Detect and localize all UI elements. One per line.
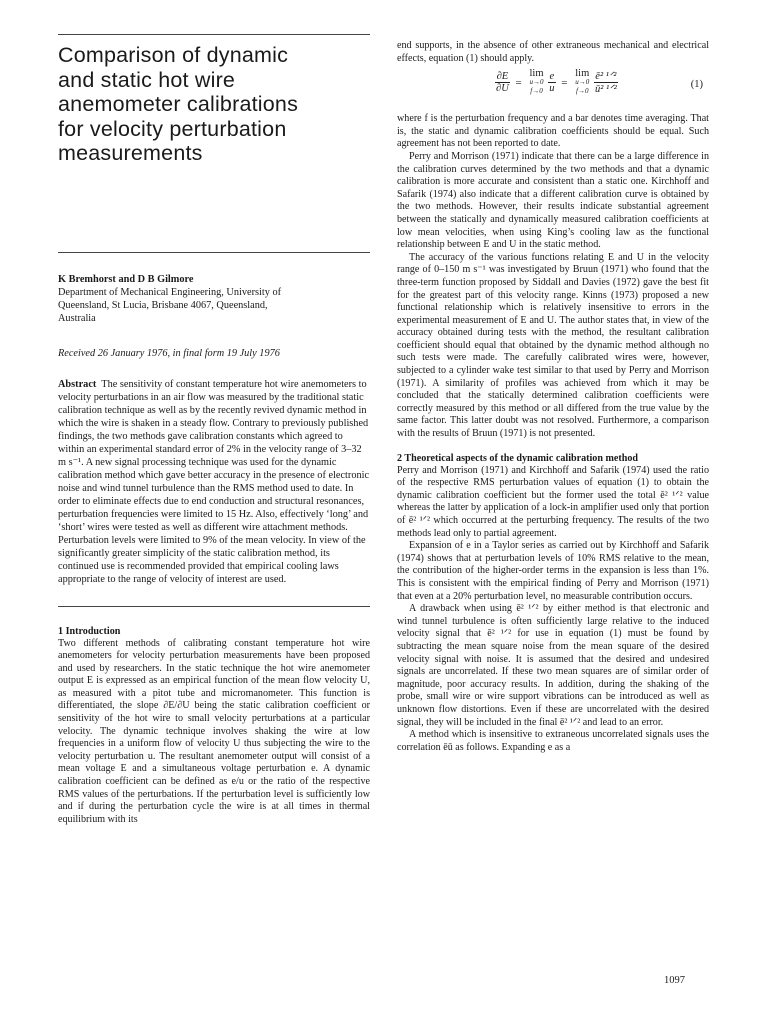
- equals-sign: =: [561, 76, 568, 89]
- partial-derivative: [495, 71, 510, 94]
- received-date: Received 26 January 1976, in final form 19 July 1976: [58, 347, 280, 359]
- introduction-text: Two different methods of calibrating constant temperature hot wire anemometers for velocity perturbation measurements have been proposed and used by researchers. In the static technique the hot wire anemometer output E is expressed as an empirical function of the mean flow velocity U, as measured with a pitot tube and micromanometer. This function is differentiated, the slope ∂E/∂U being the static calibration coefficient or sensitivity of the hot wire to small velocity perturbations at a particular velocity. The dynamic technique involves shaking the wire at low frequencies in a uniform flow of velocity U thus subjecting the wire to the velocity perturbation u. The resultant anemometer output will consist of a mean voltage E and a simultaneous voltage perturbation e. A dynamic calibration coefficient can be defined as e/u or the ratio of the respective RMS values of the perturbations. If the perturbation level is sufficiently low and if during the perturbation cycle the wire is at all times in thermal equilibrium with its: [58, 637, 370, 825]
- top-rule: [58, 34, 370, 35]
- paragraph: A method which is insensitive to extraneous uncorrelated signals uses the correlation ēū as follows. Expanding e as a: [397, 729, 709, 753]
- abstract-rule: [58, 606, 370, 607]
- abstract-text: The sensitivity of constant temperature hot wire anemometers to velocity perturbations in an air flow was measured by the traditional static calibration technique as well as by the recently revived dynamic method in which the wire is shaken in a steady flow. Contrary to previously published findings, the two methods gave calibration constants which agreed to within an experimental standard error of 2% in the velocity range of 3–32 m s⁻¹. A new signal processing technique was used for the dynamic calibration method which gave better accuracy in the presence of electronic noise and wind tunnel turbulence than the RMS method used to date. In order to eliminate effects due to end conduction and structural resonances, perturbation frequencies were limited to 15 Hz. Also, effectively ‘long’ and ‘short’ wires were tested as well as different wire attachment methods. Perturbation levels were limited to 9% of the mean velocity. In view of the significantly greater simplicity of the static calibration method, its continued use is recommended provided that empirical cooling laws appropriate to the range of velocity of interest are used.: [58, 378, 370, 585]
- rms-ratio: [594, 70, 618, 95]
- ratio-e-over-u: [548, 71, 555, 94]
- lim-condition: u→0: [575, 78, 590, 87]
- lim-condition: f→0: [530, 87, 543, 96]
- author-names: K Bremhorst and D B Gilmore: [58, 273, 194, 285]
- title-line: for velocity perturbation: [58, 116, 287, 141]
- paragraph: Expansion of e in a Taylor series as carried out by Kirchhoff and Safarik (1974) shows that at perturbation levels of 10% RMS relative to the mean, the contribution of the higher-order terms in the expansion is less than 1%. This is consistent with the empirical finding of Perry and Morrison (1971) that even at a 20% perturbation level, no measurable contribution occurs.: [397, 540, 709, 602]
- eq-lhs-numerator: ∂E: [496, 71, 509, 83]
- lim-condition: f→0: [576, 87, 589, 96]
- affiliation: [58, 286, 370, 325]
- lim-text: lim: [575, 68, 590, 80]
- paragraph: where f is the perturbation frequency and a bar denotes time averaging. That is, the static and dynamic calibration coefficients should be equal. Such agreement has not been reported to date.: [397, 113, 709, 150]
- affiliation-line: Department of Mechanical Engineering, University of: [58, 286, 282, 298]
- eq-mid-numerator: e: [549, 71, 555, 83]
- eq-rhs-denominator: ū² ¹ᐟ²: [595, 84, 617, 96]
- paragraph: Perry and Morrison (1971) and Kirchhoff and Safarik (1974) used the ratio of the respective RMS perturbation values of equation (1) to obtain the dynamic calibration coefficient but the former used the total ē² ¹ᐟ² value whereas the latter by application of a lock-in amplifier used only that portion of ē² ¹ᐟ² which occurred at the perturbing frequency. The results of the two methods lead only to partial agreement.: [397, 464, 709, 539]
- title-line: measurements: [58, 141, 203, 165]
- paragraph: A drawback when using ē² ¹ᐟ² by either method is that electronic and wind tunnel turbulence is often sufficiently large relative to the induced velocity signal that ē² ¹ᐟ² for use in equation (1) must be found by subtracting the mean square noise from the mean square of the desired velocity signal with noise. It is assumed that the desired and undesired signals are uncorrelated. If these two mean squares are of similar order of magnitude, poor accuracy results. In addition, during the shaking of the probe, small wire or wire support vibrations can be introduced as well as unknown flow distortions. Even if these are uncorrelated with the desired signal, they will be included in the final ē² ¹ᐟ² and lead to an error.: [397, 603, 709, 728]
- affiliation-line: Queensland, St Lucia, Brisbane 4067, Queensland,: [58, 299, 268, 311]
- equation-number: (1): [690, 79, 703, 91]
- lim-condition: u→0: [529, 78, 544, 87]
- introduction-continuation: end supports, in the absence of other extraneous mechanical and electrical effects, equation (1) should apply.: [397, 40, 709, 64]
- section-heading-theory: 2 Theoretical aspects of the dynamic calibration method: [397, 452, 639, 464]
- eq-rhs-numerator: ē² ¹ᐟ²: [595, 71, 617, 83]
- lim-text: lim: [529, 68, 544, 80]
- left-column: [58, 40, 370, 826]
- equation-expression: [495, 69, 618, 96]
- limit-operator: [575, 69, 589, 96]
- abstract-label: Abstract: [58, 378, 97, 390]
- equals-sign: =: [515, 76, 522, 89]
- limit-operator: [530, 69, 544, 96]
- equation-1: [397, 67, 709, 107]
- page-number: 1097: [664, 975, 685, 986]
- title-line: anemometer calibrations: [58, 92, 299, 116]
- paragraph: The accuracy of the various functions relating E and U in the velocity range of 0–150 m s⁻¹ was investigated by Bruun (1971) who found that the three-term function proposed by Siddall and Davies (1972) gave the best fit for the greatest part of this velocity range. Kinns (1973) proposed a new functional relationship which is relatively insensitive to errors in the experimental measurement of E and U. The author states that, in view of the accuracy obtained during tests with the method, the resultant calibration coefficient should equal that obtained by the dynamic method although no such tests were made. The carefully calibrated wires were, however, subjected to a cylinder wake test similar to that used by Perry and Morrison (1971). A similarity of profiles was achieved from which it may be concluded that the statically determined calibration coefficients were correctly measured by this method or all differed from the true value by the same factor. This latter doubt was not resolved. Furthermore, a comparison with the results of Bruun (1971) is not presented.: [397, 251, 709, 440]
- title-line: and static hot wire: [58, 67, 236, 92]
- eq-lhs-denominator: ∂U: [496, 83, 509, 95]
- title-rule: [58, 252, 370, 253]
- section-heading-introduction: 1 Introduction: [58, 625, 121, 637]
- title-line: Comparison of dynamic: [58, 43, 289, 67]
- right-column: [397, 40, 709, 754]
- paragraph: Perry and Morrison (1971) indicate that there can be a large difference in the calibration curves determined by the two methods and that a dynamic calibration is more accurate and consistent than a static one. Kirchhoff and Safarik (1974) also indicate that a different calibration curve is obtained by the two methods. However, their results indicate substantial agreement between the statically and dynamically measured calibration coefficients at low mean velocities, when using King’s cooling law as the functional relationship between E and U in the static method.: [397, 150, 709, 251]
- eq-mid-denominator: u: [549, 83, 555, 95]
- affiliation-line: Australia: [58, 312, 96, 324]
- abstract: [58, 378, 370, 586]
- article-title: [58, 43, 370, 166]
